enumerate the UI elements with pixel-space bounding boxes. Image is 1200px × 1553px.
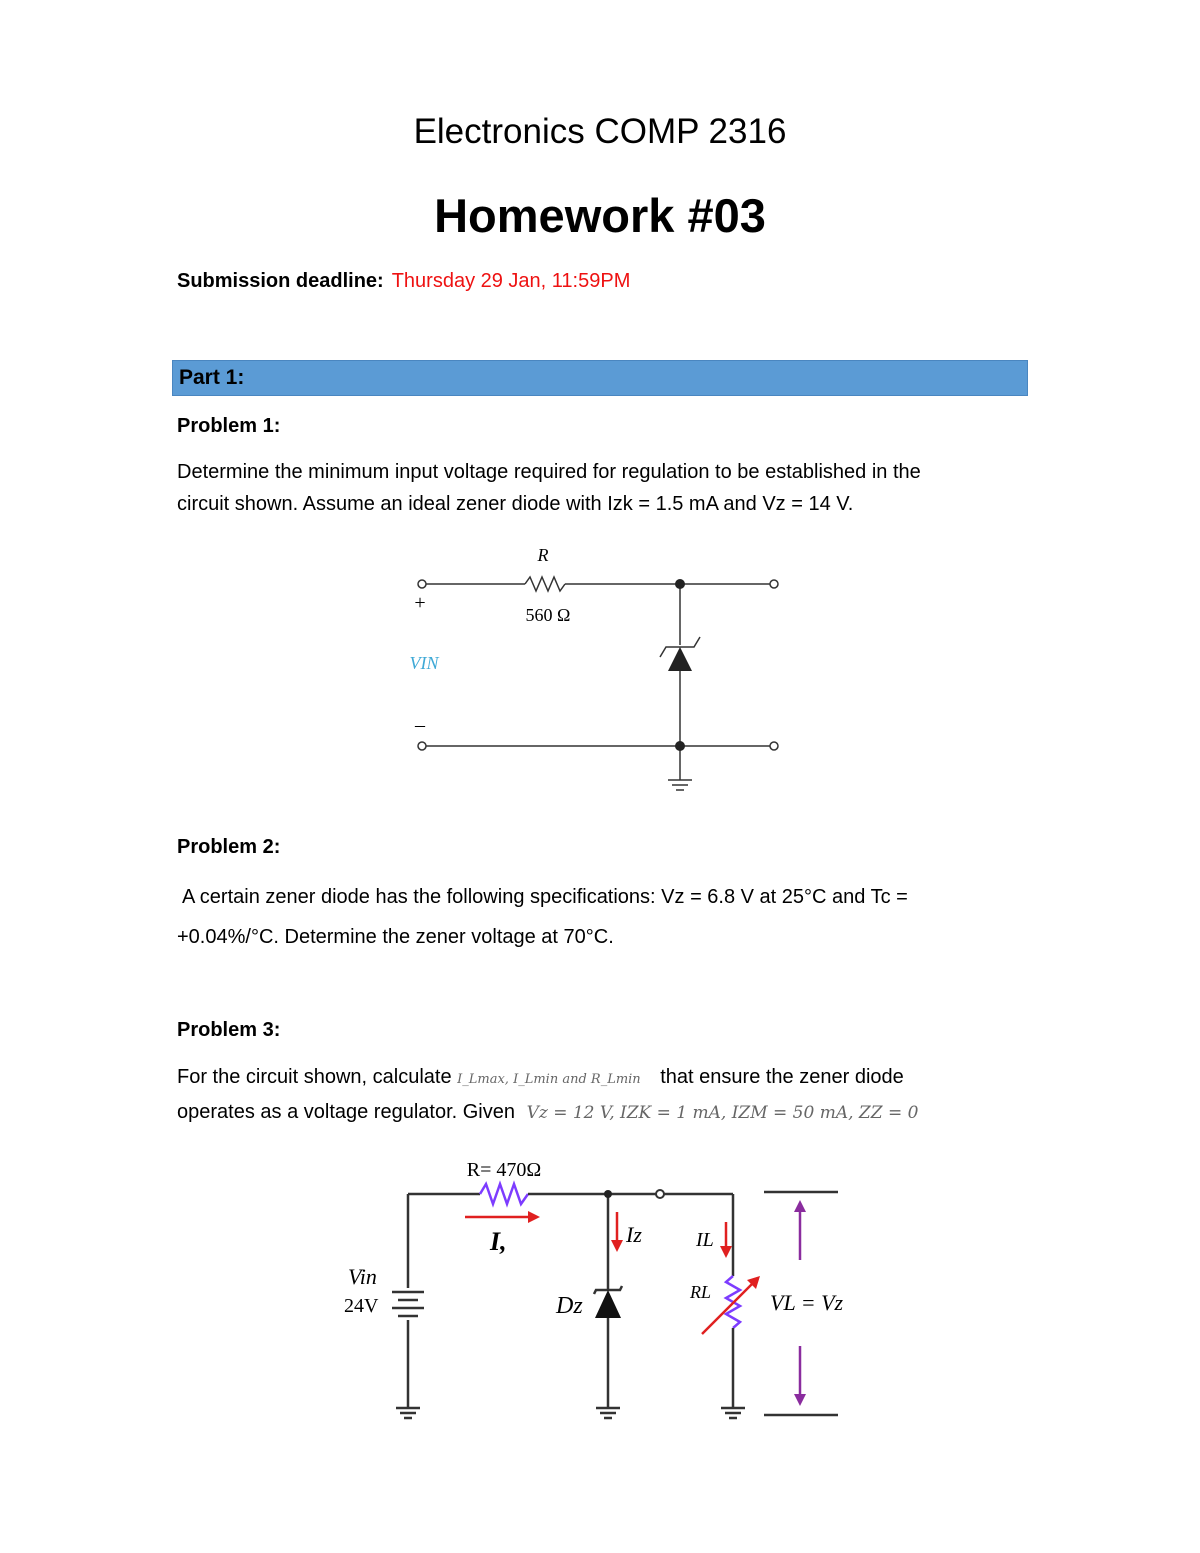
problem-1-line-2: circuit shown. Assume an ideal zener diode with Izk = 1.5 mA and Vz = 14 V. [177,493,854,515]
load-label: RL [690,1282,712,1302]
problem-3-text [177,1061,1037,1129]
vin-label: VIN [409,653,439,673]
zener-diode-2-icon [595,1290,621,1318]
problem-3-line-2-pre: operates as a voltage regulator. Given [177,1101,515,1123]
minus-sign: – [415,714,425,736]
part-label: Part 1: [179,366,245,389]
problem-1-title: Problem 1: [177,415,281,437]
vin-label-2: Vin [348,1264,377,1289]
current-zener-label: Iz [626,1222,642,1247]
homework-title: Homework #03 [434,189,766,242]
current-main-label: I, [490,1227,507,1256]
problem-3-line-1 [177,1061,1037,1096]
deadline-label: Submission deadline: [177,270,384,292]
vl-down-arrow-icon [794,1394,806,1406]
vl-label: VL = Vz [770,1290,844,1315]
problem-2-text [177,877,1037,957]
resistor-label: R= 470Ω [466,1159,542,1181]
problem-3-line-1-pre: For the circuit shown, calculate [177,1066,452,1088]
vl-up-arrow-icon [794,1200,806,1212]
problem-3-line-2-math: Vz = 12 V, IZK = 1 mA, IZM = 50 mA, ZZ = 0 [526,1103,919,1123]
problem-1-text [177,456,1037,520]
problem-3-line-2 [177,1096,1037,1129]
problem-2-line-1: A certain zener diode has the following specifications: Vz = 6.8 V at 25°C and Tc = [182,886,908,908]
problem-3-line-1-post: that ensure the zener diode [660,1066,904,1088]
circuit-diagram-1 [380,535,800,815]
problem-2-line-2: +0.04%/°C. Determine the zener voltage at 70°C. [177,926,614,948]
plus-sign: + [414,592,426,614]
submission-deadline [177,270,630,293]
resistor-value: 560 Ω [525,605,571,625]
zener-diode-icon [668,647,692,671]
load-current-arrow-icon [720,1246,732,1258]
problem-3-line-1-math: I_Lmax, I_Lmin and R_Lmin [457,1072,641,1087]
problem-2-title: Problem 2: [177,836,281,858]
problem-1-line-1: Determine the minimum input voltage required for regulation to be established in the [177,461,921,483]
vin-value: 24V [344,1295,379,1317]
zener-current-arrow-icon [611,1240,623,1252]
diode-label: Dz [556,1293,583,1319]
current-load-label: IL [696,1229,714,1251]
part-1-header [172,360,1028,396]
current-arrow-icon [528,1211,540,1223]
problem-3-title: Problem 3: [177,1019,281,1041]
course-title: Electronics COMP 2316 [413,112,787,151]
deadline-value: Thursday 29 Jan, 11:59PM [391,270,631,292]
resistor-name: R [537,545,549,565]
circuit-diagram-2 [330,1150,870,1430]
